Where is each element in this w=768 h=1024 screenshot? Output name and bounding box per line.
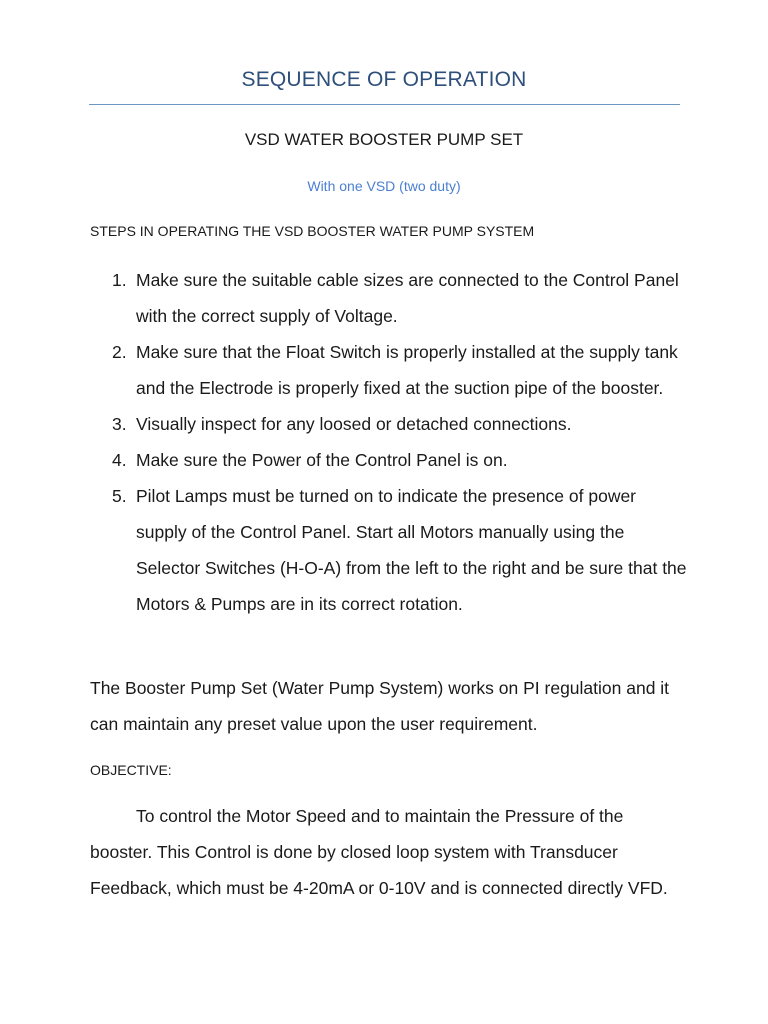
step-number: 5. — [112, 486, 127, 506]
step-text: Visually inspect for any loosed or detached connections. — [136, 414, 572, 434]
steps-heading: STEPS IN OPERATING THE VSD BOOSTER WATER PUMP SYSTEM — [90, 223, 535, 239]
configuration-note: With one VSD (two duty) — [307, 178, 461, 194]
list-item — [90, 262, 690, 334]
step-text: Make sure the suitable cable sizes are connected to the Control Panel with the correct supply of Voltage. — [136, 270, 679, 326]
objective-paragraph: To control the Motor Speed and to maintain the Pressure of the booster. This Control is done by closed loop system with Transducer Feedback, which must be 4-20mA or 0-10V and is connected directly VFD. — [90, 806, 668, 898]
step-number: 1. — [112, 270, 127, 290]
list-item — [90, 406, 690, 442]
pi-regulation-paragraph: The Booster Pump Set (Water Pump System) works on PI regulation and it can maintain any preset value upon the user requirement. — [90, 678, 670, 734]
list-item — [90, 442, 690, 478]
step-text: Make sure the Power of the Control Panel is on. — [136, 450, 508, 470]
step-number: 3. — [112, 414, 127, 434]
step-text: Make sure that the Float Switch is properly installed at the supply tank and the Electrode is properly fixed at the suction pipe of the booster. — [136, 342, 678, 398]
list-item — [90, 334, 690, 406]
list-item — [90, 478, 690, 622]
document-title: SEQUENCE OF OPERATION — [241, 68, 527, 91]
steps-list — [90, 262, 690, 622]
objective-heading: OBJECTIVE: — [90, 762, 172, 778]
title-underline-rule — [89, 104, 680, 105]
step-text: Pilot Lamps must be turned on to indicate the presence of power supply of the Control Panel. Start all Motors manually using the Selector Switches (H-O-A) from the left to the right and be sure that the Motors & Pumps are in its correct rotation. — [136, 486, 687, 614]
step-number: 4. — [112, 450, 127, 470]
document-subtitle: VSD WATER BOOSTER PUMP SET — [244, 130, 524, 149]
step-number: 2. — [112, 342, 127, 362]
